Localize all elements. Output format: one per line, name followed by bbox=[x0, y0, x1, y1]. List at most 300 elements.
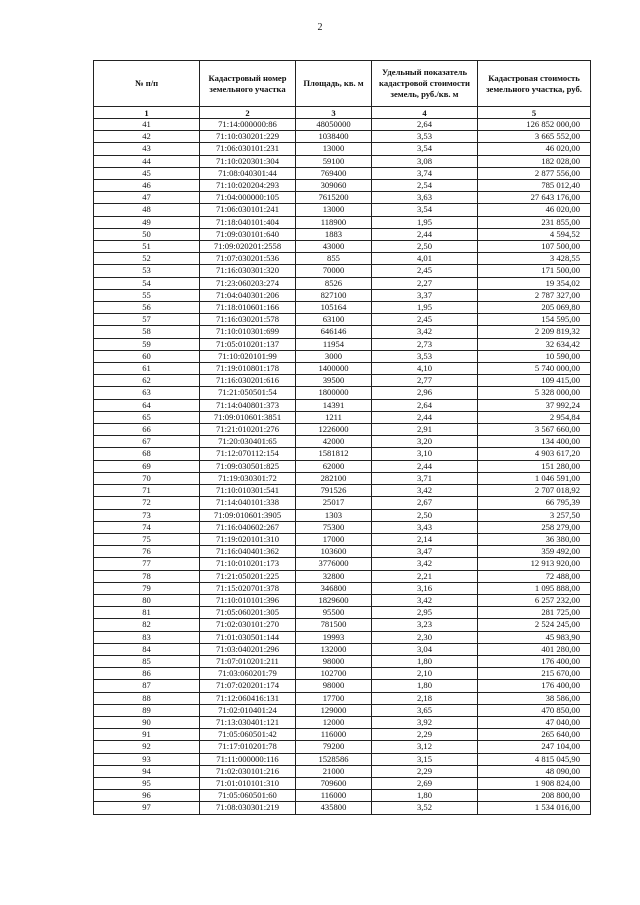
cell-cadastral-value: 151 280,00 bbox=[478, 460, 591, 472]
cell-row-number: 64 bbox=[94, 399, 200, 411]
cell-cadastral-number: 71:10:020101:99 bbox=[200, 350, 296, 362]
cell-row-number: 73 bbox=[94, 509, 200, 521]
table-row bbox=[94, 546, 591, 558]
cell-row-number: 82 bbox=[94, 619, 200, 631]
table-row bbox=[94, 302, 591, 314]
cell-cadastral-number: 71:05:060201:305 bbox=[200, 607, 296, 619]
cell-row-number: 45 bbox=[94, 167, 200, 179]
cell-cadastral-value: 3 257,50 bbox=[478, 509, 591, 521]
cell-cadastral-number: 71:23:060203:274 bbox=[200, 277, 296, 289]
column-index: 4 bbox=[372, 107, 478, 119]
table-row bbox=[94, 411, 591, 423]
cell-area: 3776000 bbox=[296, 558, 372, 570]
cell-unit-value: 1,95 bbox=[372, 302, 478, 314]
cell-unit-value: 2,29 bbox=[372, 765, 478, 777]
cell-cadastral-value: 182 028,00 bbox=[478, 155, 591, 167]
cell-row-number: 80 bbox=[94, 594, 200, 606]
cell-area: 118900 bbox=[296, 216, 372, 228]
cell-unit-value: 2,21 bbox=[372, 570, 478, 582]
cell-cadastral-value: 1 046 591,00 bbox=[478, 472, 591, 484]
cell-cadastral-value: 109 415,00 bbox=[478, 375, 591, 387]
table-row bbox=[94, 375, 591, 387]
cell-cadastral-number: 71:16:030301:320 bbox=[200, 265, 296, 277]
cell-cadastral-number: 71:10:020204:293 bbox=[200, 180, 296, 192]
cell-cadastral-value: 45 983,90 bbox=[478, 631, 591, 643]
cell-area: 1528586 bbox=[296, 753, 372, 765]
cell-unit-value: 2,45 bbox=[372, 314, 478, 326]
cell-cadastral-value: 171 500,00 bbox=[478, 265, 591, 277]
cell-cadastral-number: 71:19:020101:310 bbox=[200, 533, 296, 545]
cell-row-number: 52 bbox=[94, 253, 200, 265]
cell-cadastral-number: 71:02:010401:24 bbox=[200, 704, 296, 716]
cell-area: 14391 bbox=[296, 399, 372, 411]
cell-cadastral-value: 247 104,00 bbox=[478, 741, 591, 753]
cell-cadastral-value: 19 354,02 bbox=[478, 277, 591, 289]
cell-cadastral-value: 72 488,00 bbox=[478, 570, 591, 582]
cell-unit-value: 2,54 bbox=[372, 180, 478, 192]
cell-cadastral-number: 71:10:010201:173 bbox=[200, 558, 296, 570]
cell-area: 95500 bbox=[296, 607, 372, 619]
table-row bbox=[94, 680, 591, 692]
table-row bbox=[94, 314, 591, 326]
table-row bbox=[94, 216, 591, 228]
cell-unit-value: 3,53 bbox=[372, 350, 478, 362]
cell-area: 11954 bbox=[296, 338, 372, 350]
table-column-index-row bbox=[94, 107, 591, 119]
header-cadastral-number: Кадастровый номер земельного участка bbox=[200, 61, 296, 107]
cell-row-number: 77 bbox=[94, 558, 200, 570]
column-index: 2 bbox=[200, 107, 296, 119]
cell-area: 32800 bbox=[296, 570, 372, 582]
cell-unit-value: 3,42 bbox=[372, 594, 478, 606]
cell-unit-value: 4,01 bbox=[372, 253, 478, 265]
cell-area: 62000 bbox=[296, 460, 372, 472]
table-row bbox=[94, 350, 591, 362]
cell-cadastral-number: 71:09:020201:2558 bbox=[200, 241, 296, 253]
cell-area: 791526 bbox=[296, 485, 372, 497]
cell-cadastral-value: 154 595,00 bbox=[478, 314, 591, 326]
cell-area: 709600 bbox=[296, 777, 372, 789]
cell-area: 309060 bbox=[296, 180, 372, 192]
cell-cadastral-value: 215 670,00 bbox=[478, 668, 591, 680]
cell-unit-value: 2,64 bbox=[372, 119, 478, 131]
cell-row-number: 93 bbox=[94, 753, 200, 765]
cell-cadastral-number: 71:09:010601:3851 bbox=[200, 411, 296, 423]
table-row bbox=[94, 619, 591, 631]
table-row bbox=[94, 326, 591, 338]
table-row bbox=[94, 228, 591, 240]
cell-cadastral-number: 71:12:060416:131 bbox=[200, 692, 296, 704]
cell-cadastral-number: 71:08:030301:219 bbox=[200, 802, 296, 814]
cell-area: 12000 bbox=[296, 716, 372, 728]
cell-row-number: 65 bbox=[94, 411, 200, 423]
cell-unit-value: 3,54 bbox=[372, 143, 478, 155]
table-row bbox=[94, 655, 591, 667]
cell-row-number: 86 bbox=[94, 668, 200, 680]
table-row bbox=[94, 143, 591, 155]
cell-row-number: 83 bbox=[94, 631, 200, 643]
cell-cadastral-number: 71:21:050501:54 bbox=[200, 387, 296, 399]
table-row bbox=[94, 509, 591, 521]
cell-area: 282100 bbox=[296, 472, 372, 484]
cell-unit-value: 2,50 bbox=[372, 241, 478, 253]
cell-cadastral-value: 134 400,00 bbox=[478, 436, 591, 448]
cell-row-number: 58 bbox=[94, 326, 200, 338]
table-row bbox=[94, 558, 591, 570]
cell-unit-value: 3,65 bbox=[372, 704, 478, 716]
cell-row-number: 42 bbox=[94, 131, 200, 143]
cell-cadastral-number: 71:10:010101:396 bbox=[200, 594, 296, 606]
table-row bbox=[94, 424, 591, 436]
cell-area: 59100 bbox=[296, 155, 372, 167]
table-row bbox=[94, 643, 591, 655]
cell-cadastral-number: 71:13:030401:121 bbox=[200, 716, 296, 728]
cell-area: 98000 bbox=[296, 655, 372, 667]
cell-cadastral-value: 46 020,00 bbox=[478, 143, 591, 155]
cell-area: 43000 bbox=[296, 241, 372, 253]
cell-area: 1829600 bbox=[296, 594, 372, 606]
cell-unit-value: 2,73 bbox=[372, 338, 478, 350]
cell-unit-value: 2,44 bbox=[372, 411, 478, 423]
cell-cadastral-number: 71:10:030201:229 bbox=[200, 131, 296, 143]
cell-unit-value: 3,15 bbox=[372, 753, 478, 765]
cell-row-number: 66 bbox=[94, 424, 200, 436]
cell-area: 19993 bbox=[296, 631, 372, 643]
cell-cadastral-value: 12 913 920,00 bbox=[478, 558, 591, 570]
cell-cadastral-number: 71:16:030201:578 bbox=[200, 314, 296, 326]
cell-cadastral-value: 2 954,84 bbox=[478, 411, 591, 423]
cell-area: 75300 bbox=[296, 521, 372, 533]
cell-cadastral-number: 71:09:030501:825 bbox=[200, 460, 296, 472]
cell-row-number: 63 bbox=[94, 387, 200, 399]
cell-row-number: 70 bbox=[94, 472, 200, 484]
cell-cadastral-value: 1 534 016,00 bbox=[478, 802, 591, 814]
table-row bbox=[94, 338, 591, 350]
cell-cadastral-value: 6 257 232,00 bbox=[478, 594, 591, 606]
cell-area: 855 bbox=[296, 253, 372, 265]
cell-row-number: 56 bbox=[94, 302, 200, 314]
cell-cadastral-value: 2 707 018,92 bbox=[478, 485, 591, 497]
cell-unit-value: 3,47 bbox=[372, 546, 478, 558]
cell-unit-value: 2,27 bbox=[372, 277, 478, 289]
table-row bbox=[94, 741, 591, 753]
table-row bbox=[94, 753, 591, 765]
cell-cadastral-number: 71:06:030101:241 bbox=[200, 204, 296, 216]
cell-cadastral-value: 4 903 617,20 bbox=[478, 448, 591, 460]
cell-cadastral-number: 71:07:020201:174 bbox=[200, 680, 296, 692]
cell-cadastral-value: 359 492,00 bbox=[478, 546, 591, 558]
cell-row-number: 68 bbox=[94, 448, 200, 460]
table-row bbox=[94, 204, 591, 216]
table-row bbox=[94, 521, 591, 533]
cell-area: 1800000 bbox=[296, 387, 372, 399]
cell-row-number: 88 bbox=[94, 692, 200, 704]
cell-area: 48050000 bbox=[296, 119, 372, 131]
table-row bbox=[94, 192, 591, 204]
cell-cadastral-value: 126 852 000,00 bbox=[478, 119, 591, 131]
table-row bbox=[94, 668, 591, 680]
cell-row-number: 49 bbox=[94, 216, 200, 228]
cell-cadastral-value: 3 567 660,00 bbox=[478, 424, 591, 436]
cell-cadastral-number: 71:05:060501:60 bbox=[200, 790, 296, 802]
cell-cadastral-value: 4 815 045,90 bbox=[478, 753, 591, 765]
cell-area: 1303 bbox=[296, 509, 372, 521]
cell-cadastral-value: 470 850,00 bbox=[478, 704, 591, 716]
cell-unit-value: 2,18 bbox=[372, 692, 478, 704]
cell-unit-value: 3,08 bbox=[372, 155, 478, 167]
table-row bbox=[94, 790, 591, 802]
table-body bbox=[94, 119, 591, 815]
cell-row-number: 47 bbox=[94, 192, 200, 204]
header-unit-value: Удельный показатель кадастровой стоимости земель, руб./кв. м bbox=[372, 61, 478, 107]
cell-unit-value: 2,30 bbox=[372, 631, 478, 643]
cell-unit-value: 3,10 bbox=[372, 448, 478, 460]
cell-cadastral-value: 37 992,24 bbox=[478, 399, 591, 411]
cell-cadastral-value: 2 209 819,32 bbox=[478, 326, 591, 338]
cell-cadastral-number: 71:19:010801:178 bbox=[200, 363, 296, 375]
table-row bbox=[94, 155, 591, 167]
cell-unit-value: 3,20 bbox=[372, 436, 478, 448]
cell-cadastral-number: 71:10:010301:541 bbox=[200, 485, 296, 497]
table-row bbox=[94, 460, 591, 472]
cell-area: 435800 bbox=[296, 802, 372, 814]
cell-row-number: 53 bbox=[94, 265, 200, 277]
page-number: 2 bbox=[317, 22, 323, 33]
cell-cadastral-number: 71:01:010101:310 bbox=[200, 777, 296, 789]
cell-area: 79200 bbox=[296, 741, 372, 753]
cell-cadastral-number: 71:05:060501:42 bbox=[200, 729, 296, 741]
cell-area: 103600 bbox=[296, 546, 372, 558]
table-row bbox=[94, 277, 591, 289]
table-row bbox=[94, 363, 591, 375]
table-row bbox=[94, 387, 591, 399]
cell-unit-value: 3,52 bbox=[372, 802, 478, 814]
cell-cadastral-value: 5 328 000,00 bbox=[478, 387, 591, 399]
cell-cadastral-number: 71:10:020301:304 bbox=[200, 155, 296, 167]
cell-area: 17000 bbox=[296, 533, 372, 545]
cell-row-number: 57 bbox=[94, 314, 200, 326]
cell-unit-value: 3,23 bbox=[372, 619, 478, 631]
cell-cadastral-value: 27 643 176,00 bbox=[478, 192, 591, 204]
cell-area: 39500 bbox=[296, 375, 372, 387]
cell-unit-value: 3,12 bbox=[372, 741, 478, 753]
table-row bbox=[94, 448, 591, 460]
cell-unit-value: 2,91 bbox=[372, 424, 478, 436]
cell-cadastral-number: 71:18:010601:166 bbox=[200, 302, 296, 314]
cell-unit-value: 3,92 bbox=[372, 716, 478, 728]
cell-cadastral-number: 71:14:040801:373 bbox=[200, 399, 296, 411]
cell-area: 1400000 bbox=[296, 363, 372, 375]
cell-cadastral-number: 71:11:000000:116 bbox=[200, 753, 296, 765]
cell-area: 781500 bbox=[296, 619, 372, 631]
cell-cadastral-number: 71:08:040301:44 bbox=[200, 167, 296, 179]
cell-area: 13000 bbox=[296, 204, 372, 216]
cell-cadastral-value: 38 586,00 bbox=[478, 692, 591, 704]
cell-row-number: 41 bbox=[94, 119, 200, 131]
cell-cadastral-value: 66 795,39 bbox=[478, 497, 591, 509]
cell-cadastral-number: 71:09:030101:640 bbox=[200, 228, 296, 240]
cell-area: 1883 bbox=[296, 228, 372, 240]
cell-row-number: 76 bbox=[94, 546, 200, 558]
cell-unit-value: 3,71 bbox=[372, 472, 478, 484]
cell-area: 102700 bbox=[296, 668, 372, 680]
cell-area: 3000 bbox=[296, 350, 372, 362]
cell-cadastral-value: 2 877 556,00 bbox=[478, 167, 591, 179]
column-index: 1 bbox=[94, 107, 200, 119]
cell-row-number: 89 bbox=[94, 704, 200, 716]
cell-row-number: 69 bbox=[94, 460, 200, 472]
cell-row-number: 90 bbox=[94, 716, 200, 728]
table-row bbox=[94, 497, 591, 509]
cell-cadastral-number: 71:21:050201:225 bbox=[200, 570, 296, 582]
cell-cadastral-value: 176 400,00 bbox=[478, 655, 591, 667]
cell-cadastral-value: 1 095 888,00 bbox=[478, 582, 591, 594]
cell-area: 769400 bbox=[296, 167, 372, 179]
table-row bbox=[94, 582, 591, 594]
cell-cadastral-number: 71:14:040101:338 bbox=[200, 497, 296, 509]
table-row bbox=[94, 802, 591, 814]
cell-area: 63100 bbox=[296, 314, 372, 326]
cell-unit-value: 2,67 bbox=[372, 497, 478, 509]
cell-cadastral-number: 71:16:030201:616 bbox=[200, 375, 296, 387]
cell-unit-value: 2,14 bbox=[372, 533, 478, 545]
header-row-number: № п/п bbox=[94, 61, 200, 107]
cell-row-number: 61 bbox=[94, 363, 200, 375]
cell-cadastral-number: 71:17:010201:78 bbox=[200, 741, 296, 753]
cell-unit-value: 2,95 bbox=[372, 607, 478, 619]
column-index: 3 bbox=[296, 107, 372, 119]
cell-area: 1581812 bbox=[296, 448, 372, 460]
cell-unit-value: 2,10 bbox=[372, 668, 478, 680]
cell-area: 7615200 bbox=[296, 192, 372, 204]
cell-unit-value: 2,69 bbox=[372, 777, 478, 789]
table-row bbox=[94, 631, 591, 643]
cell-area: 21000 bbox=[296, 765, 372, 777]
table-row bbox=[94, 485, 591, 497]
cell-cadastral-value: 4 594,52 bbox=[478, 228, 591, 240]
table-row bbox=[94, 265, 591, 277]
cell-cadastral-number: 71:02:030101:216 bbox=[200, 765, 296, 777]
cell-cadastral-number: 71:06:030101:231 bbox=[200, 143, 296, 155]
table-row bbox=[94, 241, 591, 253]
cell-unit-value: 2,29 bbox=[372, 729, 478, 741]
cell-cadastral-value: 208 800,00 bbox=[478, 790, 591, 802]
cell-cadastral-value: 3 428,55 bbox=[478, 253, 591, 265]
cell-cadastral-value: 205 069,80 bbox=[478, 302, 591, 314]
cell-unit-value: 3,42 bbox=[372, 326, 478, 338]
cell-row-number: 87 bbox=[94, 680, 200, 692]
cell-cadastral-number: 71:04:040301:206 bbox=[200, 289, 296, 301]
cell-cadastral-value: 2 524 245,00 bbox=[478, 619, 591, 631]
cell-cadastral-number: 71:05:010201:137 bbox=[200, 338, 296, 350]
cell-row-number: 46 bbox=[94, 180, 200, 192]
cell-row-number: 50 bbox=[94, 228, 200, 240]
cell-row-number: 92 bbox=[94, 741, 200, 753]
cell-area: 1038400 bbox=[296, 131, 372, 143]
table-row bbox=[94, 533, 591, 545]
cell-cadastral-value: 265 640,00 bbox=[478, 729, 591, 741]
cell-unit-value: 3,63 bbox=[372, 192, 478, 204]
cell-area: 8526 bbox=[296, 277, 372, 289]
cell-unit-value: 2,50 bbox=[372, 509, 478, 521]
cadastral-table bbox=[93, 60, 591, 815]
cell-unit-value: 3,54 bbox=[372, 204, 478, 216]
table-row bbox=[94, 777, 591, 789]
cell-unit-value: 2,77 bbox=[372, 375, 478, 387]
cell-area: 17700 bbox=[296, 692, 372, 704]
cell-area: 70000 bbox=[296, 265, 372, 277]
table-row bbox=[94, 436, 591, 448]
cell-row-number: 84 bbox=[94, 643, 200, 655]
cell-cadastral-number: 71:10:010301:699 bbox=[200, 326, 296, 338]
cell-unit-value: 1,80 bbox=[372, 680, 478, 692]
cell-row-number: 95 bbox=[94, 777, 200, 789]
cell-row-number: 79 bbox=[94, 582, 200, 594]
cell-cadastral-number: 71:16:040602:267 bbox=[200, 521, 296, 533]
cell-unit-value: 2,96 bbox=[372, 387, 478, 399]
cell-row-number: 54 bbox=[94, 277, 200, 289]
cell-row-number: 97 bbox=[94, 802, 200, 814]
cell-row-number: 59 bbox=[94, 338, 200, 350]
cell-row-number: 62 bbox=[94, 375, 200, 387]
cell-unit-value: 1,95 bbox=[372, 216, 478, 228]
header-cadastral-value: Кадастровая стоимость земельного участка, руб. bbox=[478, 61, 591, 107]
cell-area: 1211 bbox=[296, 411, 372, 423]
cell-area: 116000 bbox=[296, 790, 372, 802]
cell-cadastral-number: 71:02:030101:270 bbox=[200, 619, 296, 631]
cell-row-number: 72 bbox=[94, 497, 200, 509]
cell-cadastral-value: 36 380,00 bbox=[478, 533, 591, 545]
table-row bbox=[94, 594, 591, 606]
cell-row-number: 94 bbox=[94, 765, 200, 777]
cell-area: 646146 bbox=[296, 326, 372, 338]
cell-cadastral-number: 71:03:040201:296 bbox=[200, 643, 296, 655]
cell-area: 13000 bbox=[296, 143, 372, 155]
cell-cadastral-value: 1 908 824,00 bbox=[478, 777, 591, 789]
cell-unit-value: 3,42 bbox=[372, 558, 478, 570]
cell-unit-value: 2,44 bbox=[372, 460, 478, 472]
table-row bbox=[94, 570, 591, 582]
cell-row-number: 81 bbox=[94, 607, 200, 619]
table-row bbox=[94, 131, 591, 143]
table-header-row bbox=[94, 61, 591, 107]
cell-row-number: 74 bbox=[94, 521, 200, 533]
cell-row-number: 43 bbox=[94, 143, 200, 155]
cell-cadastral-value: 5 740 000,00 bbox=[478, 363, 591, 375]
cell-unit-value: 3,74 bbox=[372, 167, 478, 179]
cell-cadastral-value: 281 725,00 bbox=[478, 607, 591, 619]
table-row bbox=[94, 765, 591, 777]
cell-cadastral-value: 46 020,00 bbox=[478, 204, 591, 216]
cell-cadastral-number: 71:04:000000:105 bbox=[200, 192, 296, 204]
cell-row-number: 78 bbox=[94, 570, 200, 582]
cell-row-number: 51 bbox=[94, 241, 200, 253]
cell-row-number: 67 bbox=[94, 436, 200, 448]
cell-cadastral-number: 71:18:040101:404 bbox=[200, 216, 296, 228]
cell-cadastral-number: 71:20:030401:65 bbox=[200, 436, 296, 448]
cell-area: 98000 bbox=[296, 680, 372, 692]
cell-cadastral-value: 48 090,00 bbox=[478, 765, 591, 777]
cell-cadastral-number: 71:01:030501:144 bbox=[200, 631, 296, 643]
cell-unit-value: 3,42 bbox=[372, 485, 478, 497]
cell-unit-value: 1,80 bbox=[372, 790, 478, 802]
cell-area: 105164 bbox=[296, 302, 372, 314]
cell-area: 346800 bbox=[296, 582, 372, 594]
cell-cadastral-value: 32 634,42 bbox=[478, 338, 591, 350]
cell-cadastral-value: 107 500,00 bbox=[478, 241, 591, 253]
cell-row-number: 48 bbox=[94, 204, 200, 216]
header-area: Площадь, кв. м bbox=[296, 61, 372, 107]
